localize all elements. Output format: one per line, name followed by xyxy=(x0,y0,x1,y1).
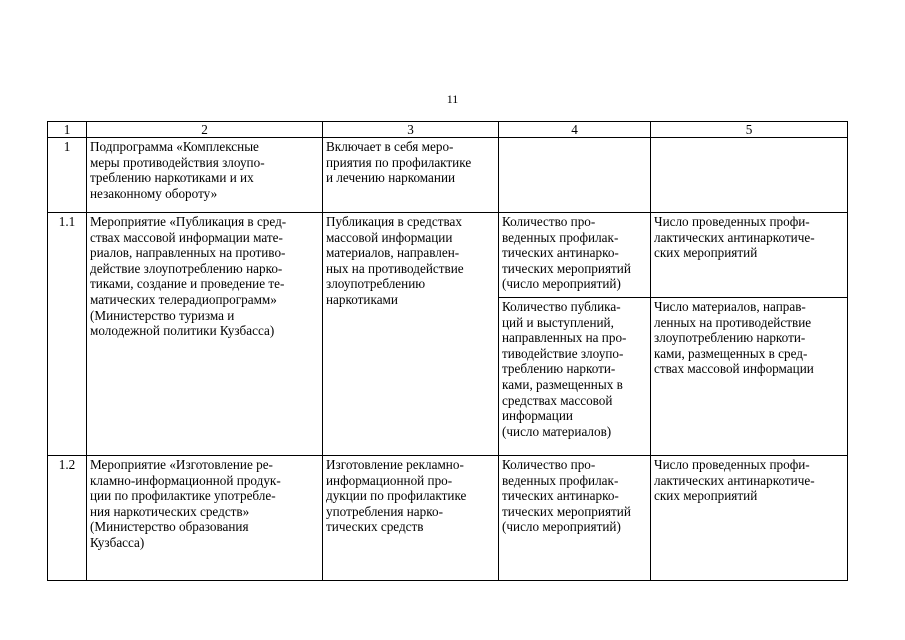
table-header-row xyxy=(48,122,848,138)
indicator-result: Число материалов, направ- ленных на противодействие злоупотреблению наркоти- ками, размещенных в сред- ствах массовой информации xyxy=(651,298,848,456)
table-row xyxy=(48,138,848,213)
column-header-3: 3 xyxy=(323,122,499,138)
table-row xyxy=(48,213,848,298)
indicator-measure: Количество про- веденных профилак- тических антинарко- тических мероприятий (число мероприятий) xyxy=(499,456,651,581)
column-header-1: 1 xyxy=(48,122,87,138)
table-row xyxy=(48,456,848,581)
column-header-2: 2 xyxy=(87,122,323,138)
row-number: 1.1 xyxy=(48,213,87,456)
page-number: 11 xyxy=(446,92,459,106)
column-header-5: 5 xyxy=(651,122,848,138)
indicator-measure: Количество публика- ций и выступлений, направленных на про- тиводействие злоупо- треблению наркоти- ками, размещенных в средствах массовой информации (число материалов) xyxy=(499,298,651,456)
activity-description: Изготовление рекламно- информационной про- дукции по профилактике употребления нарко- тических средств xyxy=(323,456,499,581)
column-header-4: 4 xyxy=(499,122,651,138)
activity-name: Подпрограмма «Комплексные меры противодействия злоупо- треблению наркотиками и их незаконному обороту» xyxy=(87,138,323,213)
activity-name: Мероприятие «Публикация в сред- ствах массовой информации мате- риалов, направленных на противо- действие злоупотреблению нарко- тиками, создание и проведение те- матических телерадиопрограмм» (Министерство туризма и молодежной политики Кузбасса) xyxy=(87,213,323,456)
indicator-measure xyxy=(499,138,651,213)
row-number: 1 xyxy=(48,138,87,213)
indicator-measure: Количество про- веденных профилак- тических антинарко- тических мероприятий (число мероприятий) xyxy=(499,213,651,298)
activity-description: Включает в себя меро- приятия по профилактике и лечению наркомании xyxy=(323,138,499,213)
indicator-result xyxy=(651,138,848,213)
row-number: 1.2 xyxy=(48,456,87,581)
indicator-result: Число проведенных профи- лактических антинаркотиче- ских мероприятий xyxy=(651,213,848,298)
activity-name: Мероприятие «Изготовление ре- кламно-информационной продук- ции по профилактике употребле- ния наркотических средств» (Министерство образования Кузбасса) xyxy=(87,456,323,581)
indicator-result: Число проведенных профи- лактических антинаркотиче- ских мероприятий xyxy=(651,456,848,581)
program-table xyxy=(47,121,848,581)
activity-description: Публикация в средствах массовой информации материалов, направлен- ных на противодействие злоупотреблению наркотиками xyxy=(323,213,499,456)
